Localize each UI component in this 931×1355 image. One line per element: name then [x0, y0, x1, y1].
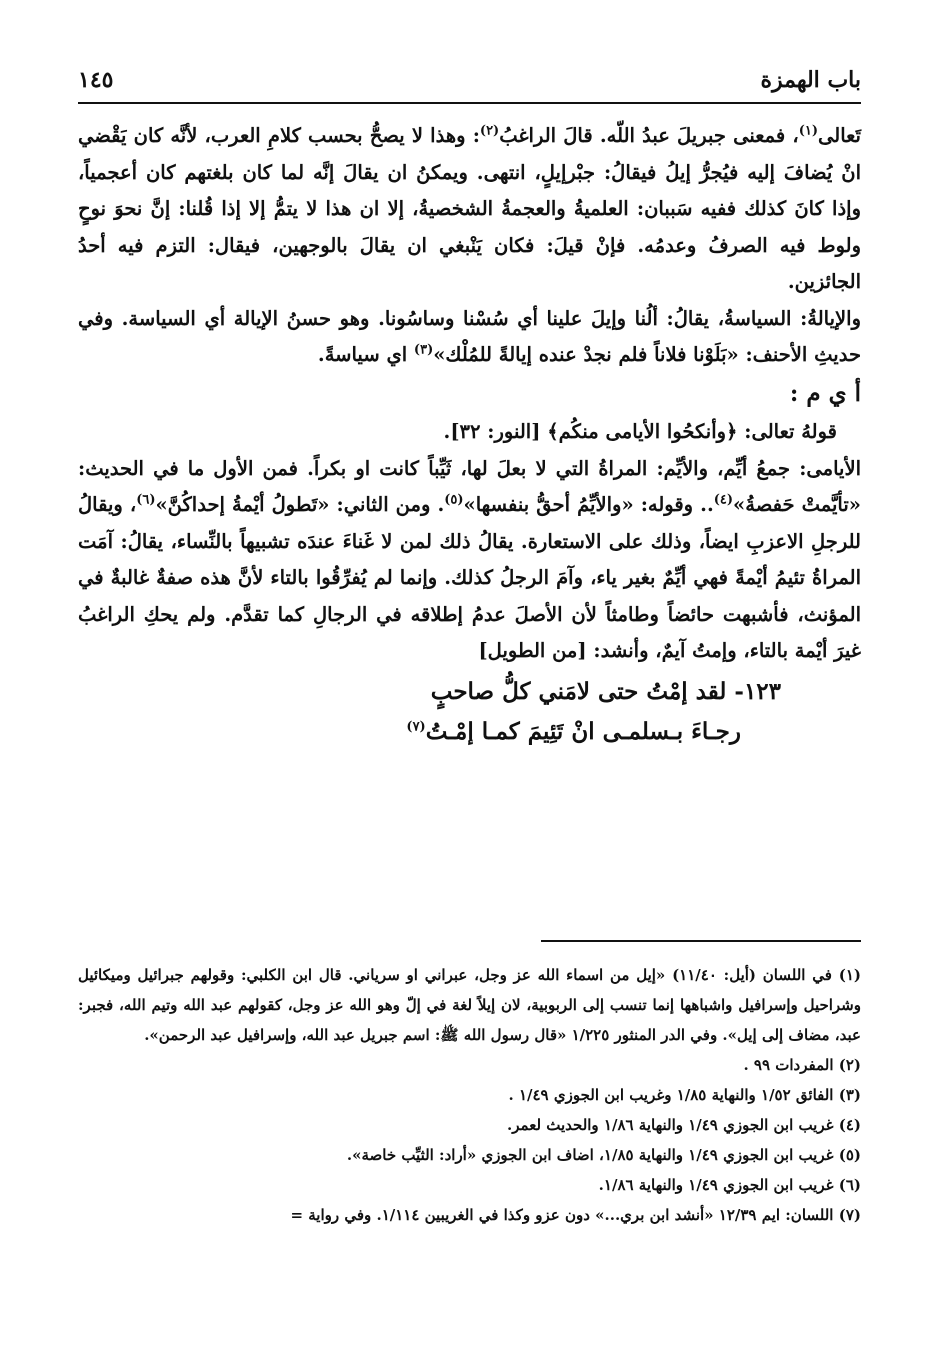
footnote-number: (٤) — [838, 1116, 861, 1134]
footnote-text: غريب ابن الجوزي ١/٤٩ والنهاية ١/٨٦ والحديث لعمر. — [507, 1116, 834, 1134]
footnote-text: الفائق ١/٥٢ والنهاية ١/٨٥ وغريب ابن الجوزي ١/٤٩ . — [508, 1086, 834, 1104]
page-number: ١٤٥ — [78, 67, 114, 93]
footnote-text: في اللسان (أيل: ١١/٤٠) «إيل من اسماء الله عز وجل، عبراني او سرياني. قال ابن الكلبي: وقولهم جبرائيل وميكائيل وشراحيل وإسرافيل واشباهها إنما تنسب إلى الربوبية، لان إيلاً لغة في إلّ وهو الله عز وجل، كقولهم عبد الله وتيم الله، فجبر: عبد، مضاف إلى إيل». وفي الدر المنثور ١/٢٢٥ «قال رسول الله ﷺ: اسم جبريل عبد الله، وإسرافيل عبد الرحمن». — [78, 966, 861, 1044]
footnote-text: غريب ابن الجوزي ١/٤٩ والنهاية ١/٨٦. — [598, 1176, 834, 1194]
chapter-title: باب الهمزة — [760, 67, 861, 93]
footnote-ref-4[interactable]: (٤) — [713, 492, 734, 508]
paragraph-1: تَعالى$^{(١)}$، فمعنى جبريلَ عبدُ اللّه. قالَ الراغبُ$^{(٢)}$: وهذا لا يصحُّ بحسب كلامِ العرب، لأنَّه كان يَقْضي انْ يُضافَ إليه فيُجرُّ إيلُ فيقالُ: جبْرإيلٍ، انتهى. ويمكنُ ان يقالَ إنَّه لما كان بلغتهم كان أعجمياً، وإذا كانَ كذلك ففيه سَببان: العلميةُ والعجمةُ الشخصيةُ، إلا ان هذا لا يتمُّ إلا إذا قُلنا: إنَّ نحوَ نوحٍ ولوط فيه الصرفُ وعدمُه. فإنْ قيلَ: فكان يَنْبغي ان يقالَ بالوجهين، فيقال: التزم فيه أحدُ الجائزين. — [78, 123, 861, 293]
footnote-rule — [541, 940, 861, 942]
footnote-ref-3[interactable]: (٣) — [413, 342, 434, 358]
footnote-ref-7[interactable]: (٧) — [406, 718, 426, 734]
footnote-number: (٣) — [838, 1086, 861, 1104]
footnote-7 — [78, 1200, 861, 1230]
entry-heading: أ ي م : — [789, 379, 861, 407]
footnote-number: (٥) — [838, 1146, 861, 1164]
paragraph-3: قولهُ تعالى: ﴿وأنكحُوا الأيامى منكُم﴾ [النور: ٣٢]. — [443, 420, 837, 443]
footnote-2 — [78, 1050, 861, 1080]
footnote-ref-6[interactable]: (٦) — [136, 492, 156, 508]
footnote-number: (١) — [838, 966, 861, 984]
footnote-text: المفردات ٩٩ . — [743, 1056, 834, 1074]
footnote-ref-5[interactable]: (٥) — [444, 492, 464, 508]
footnote-4 — [78, 1110, 861, 1140]
footnote-ref-2[interactable]: (٢) — [479, 123, 500, 139]
main-text — [78, 118, 861, 752]
footnotes — [78, 960, 861, 1230]
paragraph-4: الأيامى: جمعُ أيِّم، والأيِّم: المراةُ التي لا بعلَ لها، ثَيِّباً كانت او بكراً. فمن الأول ما في الحديث: «تأيَّمتْ حَفصةُ»$^{(٤)}$.. وقوله: «والأيِّمُ أحقُّ بنفسها»$^{(٥)}$. ومن الثاني: «تَطولُ أيْمةُ إحداكُنَّ»$^{(٦)}$، ويقالُ للرجلِ الاعزبِ ايضاً، وذلك على الاستعارة. يقالُ ذلك لمن لا غَناءَ عندَه تشبيهاً بالنِّساء، يقالُ: آمَت المراةُ تئيمُ أيْمةً فهي أيِّمٌ بغير ياء، وآمَ الرجلُ كذلك. وإنما لم يُفرِّقُوا بالتاء لأنَّ هذه صفةٌ غالبةٌ في المؤنث، فأشبهت حائضاً وطامثاً لأن الأصلَ عدمُ إطلاقه في الرجالِ كما تقدَّم. ولم يحكِ الراغبُ غيرَ أيْمة بالتاء، وإمتُ آيمٌ، وأنشد: [من الطويل] — [78, 456, 861, 662]
footnote-5 — [78, 1140, 861, 1170]
footnote-ref-1[interactable]: (١) — [798, 123, 819, 139]
page-header — [78, 62, 861, 98]
footnote-3 — [78, 1080, 861, 1110]
verse-block — [78, 672, 861, 752]
footnote-1 — [78, 960, 861, 1050]
verse-line-1: ١٢٣- لقد إمْتُ حتى لامَني كلُّ صاحبٍ — [430, 677, 781, 705]
paragraph-2: والإيالةُ: السياسةُ، يقالُ: ألُنا وإيلَ علينا أي سُسْنا وساسُونا. وهو حسنُ الإيالة أي السياسة. وفي حديثِ الأحنف: «بَلَوْنا فلاناً فلم نجدْ عنده إيالةً للمُلْك»$^{(٣)}$ اي سياسةً. — [78, 306, 861, 366]
verse-line-2: رجـاءَ بـسلمـى انْ تَئِيمَ كمـا إمْـتُ$^{(٧)}$ — [406, 717, 741, 745]
footnote-text: غريب ابن الجوزي ١/٤٩ والنهاية ١/٨٥، اضاف ابن الجوزي «أراد: الثيِّب خاصة». — [346, 1146, 834, 1164]
footnote-text: اللسان: ايم ١٢/٣٩ «أنشد ابن بري...» دون عزو وكذا في الغريبين ١/١١٤. وفي رواية = — [290, 1206, 834, 1224]
header-rule — [78, 102, 861, 104]
footnote-number: (٧) — [838, 1206, 861, 1224]
footnote-number: (٢) — [838, 1056, 861, 1074]
footnote-6 — [78, 1170, 861, 1200]
footnote-number: (٦) — [838, 1176, 861, 1194]
